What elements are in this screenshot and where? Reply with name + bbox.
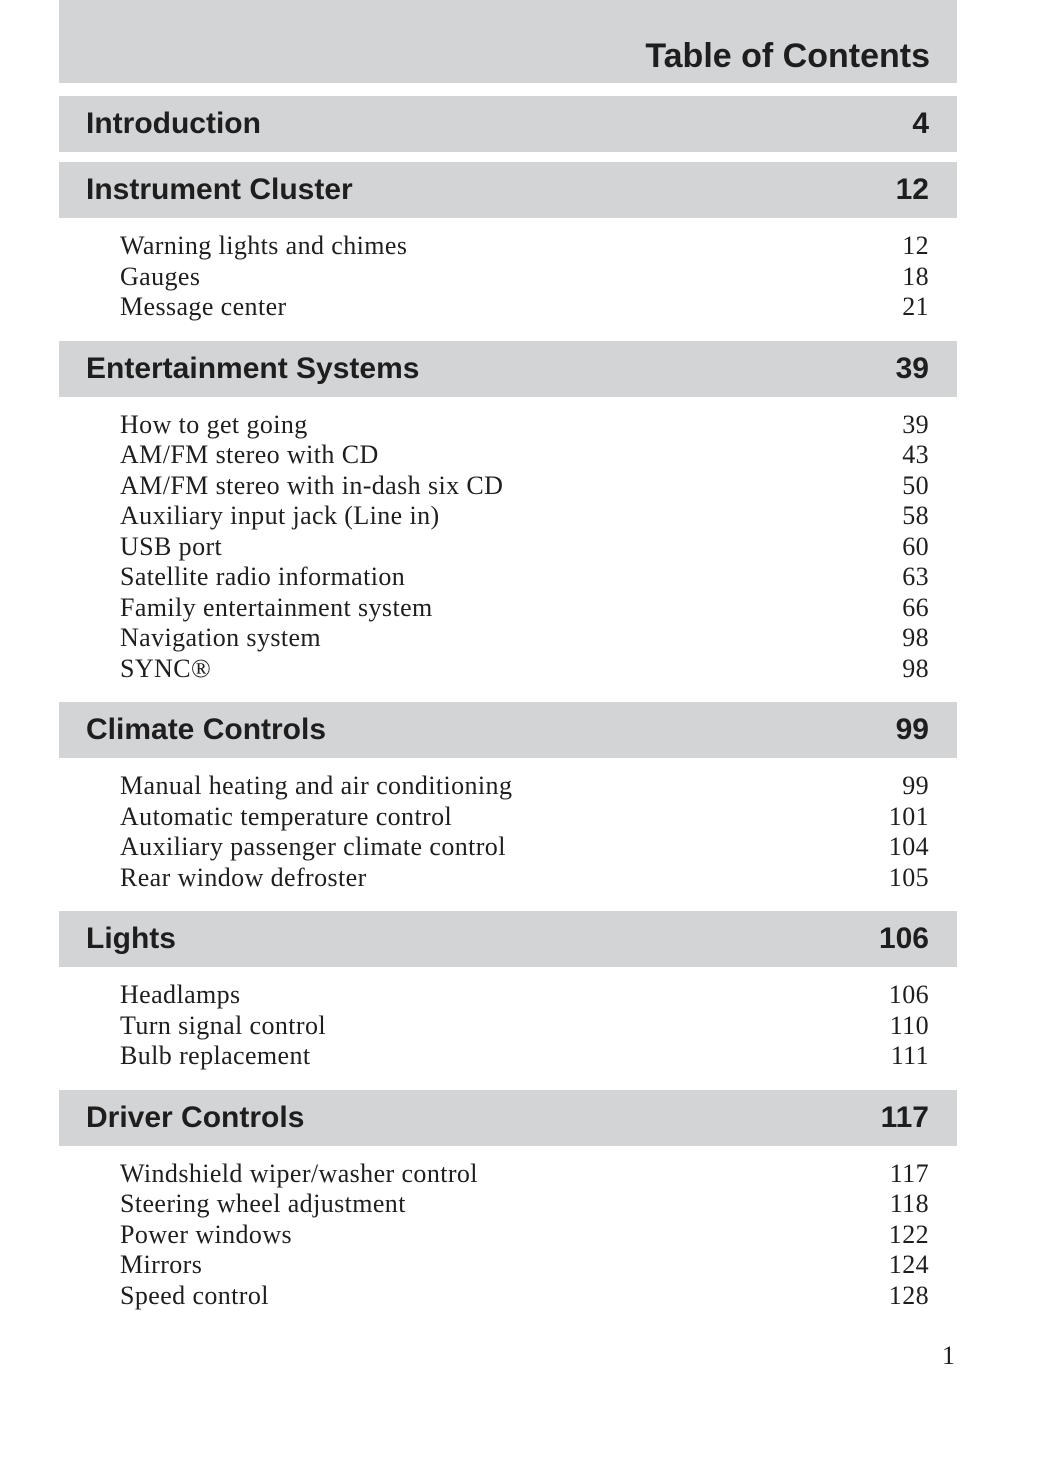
entry-title: USB port <box>120 531 223 561</box>
entry-title: Bulb replacement <box>120 1041 311 1070</box>
entry-page-number: 21 <box>902 292 929 321</box>
toc-entry[interactable] <box>59 802 957 833</box>
toc-entry[interactable] <box>59 593 957 624</box>
toc-entry[interactable] <box>59 532 957 563</box>
entry-page-number: 63 <box>902 562 929 591</box>
toc-entry[interactable] <box>59 1011 957 1042</box>
section-heading[interactable] <box>59 162 957 218</box>
entry-title: Windshield wiper/washer control <box>120 1158 478 1188</box>
section-title: Entertainment Systems <box>86 351 420 385</box>
toc-entry[interactable] <box>59 410 957 441</box>
entry-page-number: 122 <box>888 1219 929 1249</box>
toc-entry[interactable] <box>59 1220 957 1251</box>
section-entries <box>59 397 957 693</box>
entry-page-number: 18 <box>902 261 929 291</box>
section-heading[interactable] <box>59 1090 957 1146</box>
entry-page-number: 124 <box>888 1250 929 1279</box>
entry-page-number: 110 <box>889 1010 929 1040</box>
toc-entry[interactable] <box>59 1159 957 1190</box>
toc-entry[interactable] <box>59 1250 957 1281</box>
entry-title: Mirrors <box>120 1250 203 1279</box>
toc-entry[interactable] <box>59 562 957 593</box>
entry-page-number: 106 <box>888 980 929 1009</box>
entry-page-number: 117 <box>889 1158 929 1188</box>
page-header <box>59 0 957 83</box>
entry-page-number: 66 <box>902 592 929 622</box>
entry-title: Satellite radio information <box>120 562 406 591</box>
toc-entry[interactable] <box>59 471 957 502</box>
entry-title: How to get going <box>120 409 308 439</box>
section-title: Driver Controls <box>86 1100 305 1134</box>
entry-page-number: 12 <box>902 231 929 260</box>
toc-entry[interactable] <box>59 262 957 293</box>
entry-page-number: 111 <box>890 1041 929 1070</box>
toc-section <box>59 911 957 1080</box>
entry-title: Navigation system <box>120 623 322 652</box>
section-page-number: 39 <box>895 351 929 385</box>
section-entries <box>59 1146 957 1320</box>
toc-section <box>59 96 957 152</box>
toc-entry[interactable] <box>59 231 957 262</box>
section-heading[interactable] <box>59 911 957 967</box>
entry-page-number: 50 <box>902 470 929 500</box>
toc-entry[interactable] <box>59 863 957 894</box>
toc-entry[interactable] <box>59 1189 957 1220</box>
section-page-number: 12 <box>895 173 929 206</box>
table-of-contents <box>59 96 957 1319</box>
entry-title: Speed control <box>120 1280 269 1310</box>
toc-entry[interactable] <box>59 771 957 802</box>
section-page-number: 4 <box>912 107 929 140</box>
toc-entry[interactable] <box>59 980 957 1011</box>
page-title: Table of Contents <box>645 37 930 75</box>
entry-title: Steering wheel adjustment <box>120 1189 406 1218</box>
toc-entry[interactable] <box>59 832 957 863</box>
entry-title: AM/FM stereo with in-dash six CD <box>120 470 504 500</box>
section-entries <box>59 758 957 901</box>
entry-title: Turn signal control <box>120 1010 326 1040</box>
entry-title: Auxiliary passenger climate control <box>120 832 506 861</box>
section-heading[interactable] <box>59 341 957 397</box>
entry-title: Warning lights and chimes <box>120 231 408 260</box>
entry-title: SYNC® <box>120 653 212 683</box>
toc-entry[interactable] <box>59 440 957 471</box>
toc-entry[interactable] <box>59 654 957 685</box>
toc-section <box>59 1090 957 1320</box>
entry-page-number: 43 <box>902 440 929 469</box>
entry-title: Manual heating and air conditioning <box>120 771 513 800</box>
section-page-number: 99 <box>895 713 929 746</box>
entry-title: Gauges <box>120 261 201 291</box>
entry-title: Automatic temperature control <box>120 801 453 831</box>
toc-section <box>59 162 957 331</box>
entry-title: AM/FM stereo with CD <box>120 440 379 469</box>
section-title: Climate Controls <box>86 713 327 746</box>
toc-entry[interactable] <box>59 292 957 323</box>
section-entries <box>59 967 957 1080</box>
section-title: Instrument Cluster <box>86 173 353 206</box>
entry-page-number: 58 <box>902 501 929 530</box>
section-page-number: 106 <box>878 922 929 955</box>
toc-entry[interactable] <box>59 623 957 654</box>
entry-title: Rear window defroster <box>120 862 367 892</box>
entry-page-number: 39 <box>902 409 929 439</box>
entry-page-number: 105 <box>888 862 929 892</box>
entry-page-number: 99 <box>902 771 929 800</box>
entry-page-number: 104 <box>888 832 929 861</box>
section-title: Introduction <box>86 107 261 140</box>
entry-page-number: 101 <box>888 801 929 831</box>
section-page-number: 117 <box>880 1100 929 1134</box>
entry-title: Power windows <box>120 1219 293 1249</box>
page-number: 1 <box>942 1341 955 1370</box>
toc-entry[interactable] <box>59 1281 957 1312</box>
entry-title: Family entertainment system <box>120 592 433 622</box>
toc-section <box>59 702 957 901</box>
section-entries <box>59 218 957 331</box>
toc-section <box>59 341 957 693</box>
section-heading[interactable] <box>59 702 957 758</box>
entry-title: Headlamps <box>120 980 241 1009</box>
section-heading[interactable] <box>59 96 957 152</box>
entry-title: Message center <box>120 292 287 321</box>
entry-page-number: 118 <box>889 1189 929 1218</box>
entry-page-number: 98 <box>902 623 929 652</box>
entry-page-number: 98 <box>902 653 929 683</box>
toc-entry[interactable] <box>59 1041 957 1072</box>
entry-page-number: 128 <box>888 1280 929 1310</box>
entry-page-number: 60 <box>902 531 929 561</box>
entry-title: Auxiliary input jack (Line in) <box>120 501 440 530</box>
section-title: Lights <box>86 922 176 955</box>
toc-entry[interactable] <box>59 501 957 532</box>
